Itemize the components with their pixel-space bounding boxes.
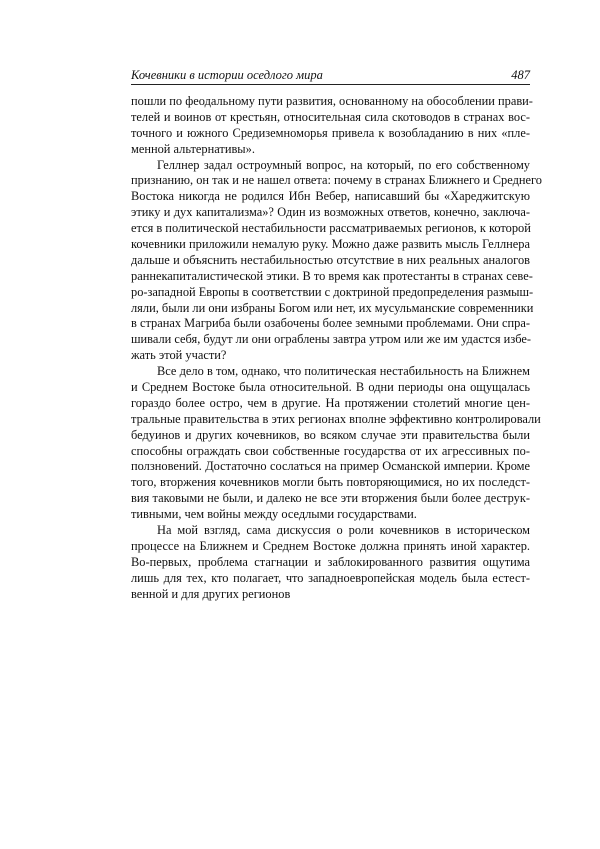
text-line: Во-первых, проблема стагнации и заблокированного развития ощутима: [131, 554, 530, 569]
text-line: точного и южного Средиземноморья привела к возобладанию в них «пле-: [131, 125, 530, 140]
page-number: 487: [511, 68, 530, 82]
text-line: ро-западной Европы в соответствии с доктриной предопределения размыш-: [131, 284, 534, 299]
text-line: гораздо более остро, чем в другие. На протяжении столетий многие цен-: [131, 395, 530, 410]
paragraph: [131, 523, 530, 602]
text-line: тральные правительства в этих регионах вполне эффективно контролировали: [131, 411, 541, 426]
body-text: [131, 94, 542, 603]
text-line: вия таковыми не были, и далеко не все эти вторжения были более деструк-: [131, 491, 530, 506]
paragraph: [131, 157, 542, 365]
text-line: пошли по феодальному пути развития, основанному на обособлении прави-: [131, 94, 533, 108]
text-line: способны ограждать свои собственные государства от их агрессивных по-: [131, 443, 530, 458]
text-line: ляли, были ли они избраны Богом или нет, их мусульманские современники: [131, 300, 534, 315]
text-line: Геллнер задал остроумный вопрос, на который, по его собственному: [157, 157, 530, 172]
paragraph: [131, 364, 541, 523]
text-line: этику и дух капитализма»? Один из возможных ответов, конечно, заключа-: [131, 205, 530, 220]
text-line: кочевники приложили немалую руку. Можно даже развить мысль Геллнера: [131, 237, 530, 252]
text-line: ется в политической нестабильности рассматриваемых регионов, к которой: [131, 221, 531, 236]
text-line: На мой взгляд, сама дискуссия о роли кочевников в историческом: [157, 523, 530, 538]
text-line: Все дело в том, однако, что политическая нестабильность на Ближнем: [157, 364, 530, 379]
text-line: того, вторжения кочевников могли быть повторяющимися, но их последст-: [131, 475, 530, 490]
text-line: Востока никогда не родился Ибн Вебер, написавший бы «Хареджитскую: [131, 189, 530, 204]
text-line: жать этой участи?: [131, 348, 227, 363]
text-line: ползновений. Достаточно сослаться на пример Османской империи. Кроме: [131, 459, 530, 474]
text-line: в странах Магриба были озабочены более земными проблемами. Они спра-: [131, 316, 530, 331]
text-line: шивали себя, будут ли они ограблены завтра утром или же им удастся избе-: [131, 332, 531, 347]
book-title: Кочевники в истории оседлого мира: [131, 68, 323, 82]
text-line: раннекапиталистической этики. В то время как протестанты в странах севе-: [131, 268, 533, 283]
text-line: процессе на Ближнем и Среднем Востоке должна принять иной характер.: [131, 538, 530, 553]
text-line: венной и для других регионов: [131, 586, 291, 601]
text-line: признанию, он так и не нашел ответа: почему в странах Ближнего и Среднего: [131, 173, 542, 188]
text-line: дальше и объяснить нестабильностью отсутствие в них реальных аналогов: [131, 252, 530, 267]
paragraph: [131, 94, 533, 158]
text-line: тивными, чем войны между оседлыми государствами.: [131, 507, 417, 522]
text-line: и Среднем Востоке была относительной. В одни периоды она ощущалась: [131, 380, 530, 395]
text-line: бедуинов и других кочевников, во всяком случае эти правительства были: [131, 427, 530, 442]
running-header: [131, 67, 530, 85]
text-line: лишь для тех, кто полагает, что западноевропейская модель была естест-: [131, 570, 530, 585]
text-line: менной альтернативы».: [131, 141, 255, 156]
text-line: телей и воинов от крестьян, относительная сила скотоводов в странах вос-: [131, 109, 530, 124]
